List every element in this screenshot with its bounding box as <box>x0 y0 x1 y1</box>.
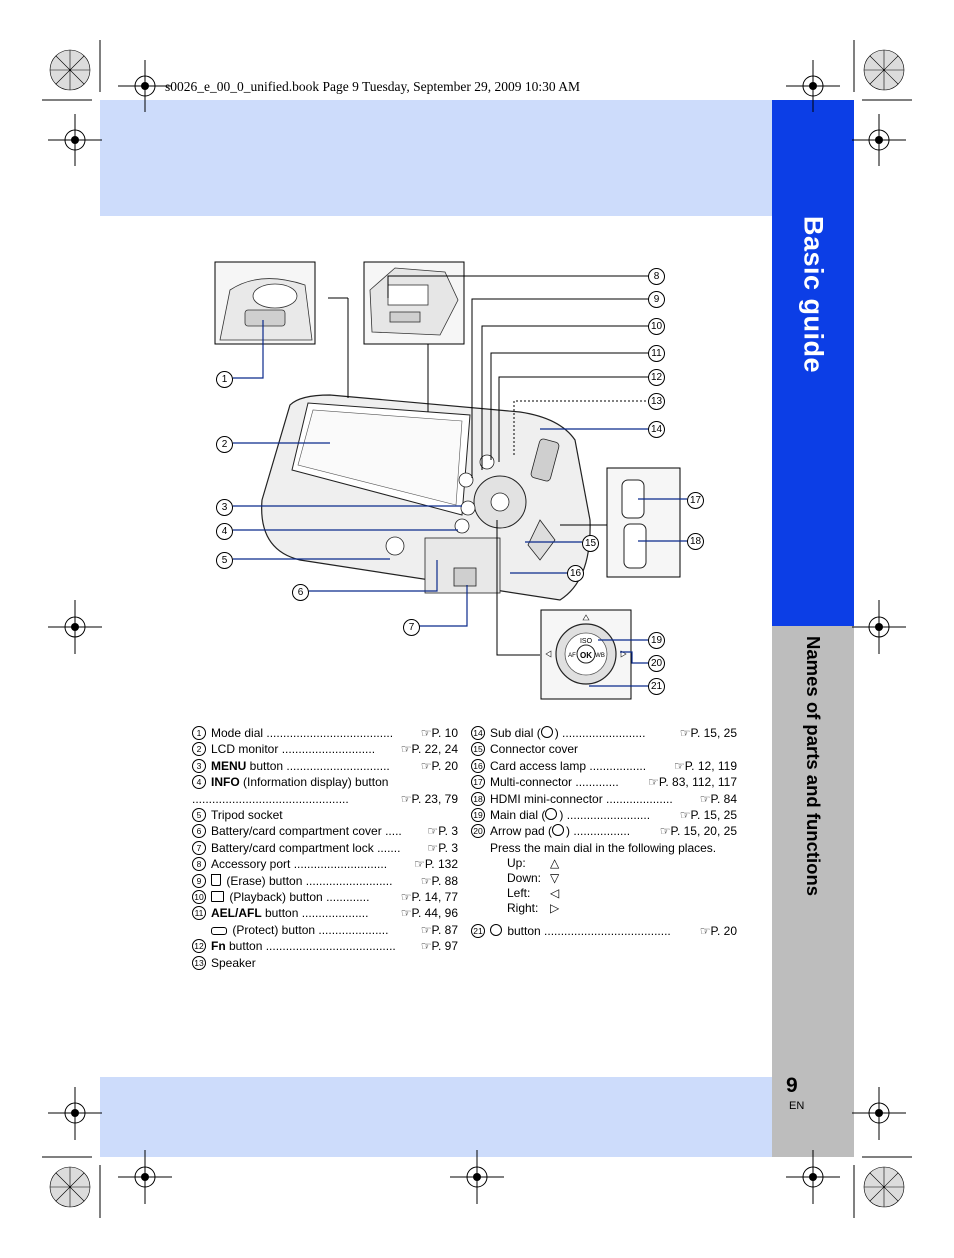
ref-text: P. 15, 25 <box>690 808 737 822</box>
item-label-text: Battery/card compartment cover <box>211 824 382 839</box>
ref-text: P. 44, 96 <box>411 906 458 921</box>
item-label-text: Accessory port <box>211 857 291 872</box>
list-item <box>192 774 458 790</box>
list-item <box>192 725 458 741</box>
item-label <box>490 758 646 774</box>
ok-icon <box>490 924 502 936</box>
direction-label: Right: <box>507 900 539 915</box>
ref-glyph-icon: ☞ <box>400 890 412 904</box>
direction-symbol: △ <box>550 856 560 871</box>
item-label-text: Sub dial ( <box>490 726 541 740</box>
item-label-bold: INFO <box>211 775 240 790</box>
item-leader-dots: ................. <box>573 824 631 839</box>
item-leader-dots: ............................................... <box>192 791 349 806</box>
item-page-ref <box>401 791 458 807</box>
item-label <box>490 791 673 807</box>
item-label-text: Battery/card compartment lock <box>211 840 374 855</box>
list-item <box>471 791 737 807</box>
item-label <box>211 774 388 790</box>
item-page-ref <box>421 938 458 954</box>
item-number: 19 <box>471 808 485 822</box>
playback-icon <box>211 891 224 902</box>
item-label <box>490 840 716 856</box>
item-label <box>490 807 650 823</box>
ref-text: P. 88 <box>431 873 458 888</box>
item-label-text: button <box>225 939 263 954</box>
ref-glyph-icon: ☞ <box>427 824 439 839</box>
ref-text: P. 132 <box>424 857 458 872</box>
list-item <box>192 856 458 872</box>
item-leader-dots: ......................... <box>566 808 651 822</box>
callout-18: 18 <box>687 533 704 550</box>
ref-glyph-icon: ☞ <box>699 924 711 939</box>
item-label <box>490 823 630 839</box>
item-leader-dots: ............................ <box>293 857 388 872</box>
callout-13: 13 <box>648 393 665 410</box>
ref-text: P. 14, 77 <box>411 890 458 904</box>
item-number: 4 <box>192 775 206 789</box>
item-page-ref <box>427 823 458 839</box>
list-item <box>192 905 458 921</box>
item-label <box>211 725 393 741</box>
ok-button-item <box>471 923 737 939</box>
item-label-text: button <box>504 924 541 939</box>
item-page-ref <box>648 774 737 790</box>
item-number: 8 <box>192 857 206 871</box>
callout-4: 4 <box>216 523 233 540</box>
callout-15: 15 <box>582 535 599 552</box>
dial-label-iso: ISO <box>579 638 593 645</box>
callout-17: 17 <box>687 492 704 509</box>
ref-text: P. 10 <box>431 726 458 740</box>
item-page-ref <box>700 791 737 807</box>
list-item <box>471 823 737 839</box>
ref-glyph-icon: ☞ <box>679 726 691 740</box>
item-number: 2 <box>192 742 206 756</box>
item-label <box>211 807 283 823</box>
callout-2: 2 <box>216 436 233 453</box>
item-label <box>211 840 400 856</box>
item-label-text: LCD monitor <box>211 742 279 757</box>
item-number: 6 <box>192 824 206 838</box>
list-item <box>192 741 458 757</box>
list-item <box>192 955 458 971</box>
item-label-text: Multi-connector <box>490 775 573 790</box>
item-number: 7 <box>192 841 206 855</box>
item-label <box>211 873 392 889</box>
item-page-ref <box>421 758 458 774</box>
callout-16: 16 <box>567 565 584 582</box>
ref-glyph-icon: ☞ <box>400 906 412 921</box>
item-label <box>211 889 369 905</box>
item-number: 21 <box>471 924 485 938</box>
item-page-ref <box>401 741 458 757</box>
item-leader-dots: .................... <box>301 906 369 921</box>
ref-text: P. 97 <box>431 939 458 954</box>
subsection-title: Names of parts and functions <box>803 636 824 897</box>
ref-text: P. 15, 20, 25 <box>670 824 737 839</box>
item-number: 16 <box>471 759 485 773</box>
callout-8: 8 <box>648 268 665 285</box>
item-leader-dots: ............. <box>326 890 370 904</box>
callout-5: 5 <box>216 552 233 569</box>
item-leader-dots: ............................... <box>286 758 390 773</box>
ref-glyph-icon: ☞ <box>679 808 691 822</box>
item-label-text: button <box>261 906 299 921</box>
item-label-bold: Fn <box>211 939 226 954</box>
item-label <box>211 823 402 839</box>
item-leader-dots: ....... <box>377 840 401 855</box>
section-title: Basic guide <box>798 216 829 374</box>
item-leader-dots: ..................... <box>318 922 389 937</box>
ref-text: P. 22, 24 <box>411 742 458 757</box>
page-language: EN <box>789 1100 805 1112</box>
ref-text: P. 3 <box>438 840 458 855</box>
list-item <box>192 873 458 889</box>
item-number: 20 <box>471 824 485 838</box>
ref-glyph-icon: ☞ <box>699 791 711 806</box>
item-leader-dots: ............................ <box>281 742 376 757</box>
item-label <box>211 955 256 971</box>
ref-glyph-icon: ☞ <box>420 922 432 937</box>
item-label <box>490 774 619 790</box>
ref-glyph-icon: ☞ <box>400 742 412 757</box>
item-number: 11 <box>192 906 206 920</box>
item-label-text: Press the main dial in the following places. <box>490 840 717 855</box>
item-page-ref <box>401 905 458 921</box>
item-label-text: (Playback) button <box>226 890 323 904</box>
item-number: 15 <box>471 742 485 756</box>
item-label <box>192 791 349 807</box>
item-label-bold: MENU <box>211 758 247 773</box>
ref-glyph-icon: ☞ <box>659 824 671 839</box>
direction-label: Down: <box>507 871 542 886</box>
item-label-text: Arrow pad ( <box>490 824 553 839</box>
ref-glyph-icon: ☞ <box>420 873 432 888</box>
ref-glyph-icon: ☞ <box>648 775 659 790</box>
ref-text: P. 20 <box>431 758 458 773</box>
direction-symbol: ▽ <box>550 871 560 886</box>
item-page-ref <box>680 725 737 741</box>
main-dial-icon <box>545 808 557 820</box>
sub-dial-icon <box>541 726 553 738</box>
item-label-text: Mode dial <box>211 726 264 740</box>
arrow-pad-icon <box>552 824 564 836</box>
item-page-ref <box>427 840 458 856</box>
ref-glyph-icon: ☞ <box>420 726 432 740</box>
item-number: 17 <box>471 775 485 789</box>
item-label <box>211 856 387 872</box>
item-label-text: (Information display) button <box>239 775 389 790</box>
callout-20: 20 <box>648 655 665 672</box>
ref-text: P. 83, 112, 117 <box>658 775 737 790</box>
item-number: 9 <box>192 874 206 888</box>
callout-9: 9 <box>648 291 665 308</box>
list-item <box>471 758 737 774</box>
item-number: 10 <box>192 890 206 904</box>
ref-text: P. 84 <box>710 791 737 806</box>
callout-6: 6 <box>292 584 309 601</box>
item-page-ref <box>421 922 458 938</box>
item-leader-dots: ...................................... <box>266 726 394 740</box>
item-label <box>211 922 388 938</box>
item-label-text: Main dial ( <box>490 808 546 822</box>
item-label <box>211 938 396 954</box>
trash-icon <box>211 874 221 886</box>
item-leader-dots: ...................................... <box>544 924 671 939</box>
list-item <box>471 725 737 741</box>
callout-12: 12 <box>648 369 665 386</box>
item-label-text: Speaker <box>211 955 256 970</box>
ref-text: P. 23, 79 <box>411 791 458 806</box>
item-label-close: ) <box>559 808 564 822</box>
ref-glyph-icon: ☞ <box>400 791 412 806</box>
item-label-bold: AEL/AFL <box>211 906 262 921</box>
ref-text: P. 12, 119 <box>684 758 737 773</box>
ref-glyph-icon: ☞ <box>420 758 432 773</box>
callout-21: 21 <box>648 678 665 695</box>
list-item <box>192 758 458 774</box>
item-page-ref <box>674 758 737 774</box>
direction-symbol: ▷ <box>550 900 560 915</box>
item-label <box>211 758 390 774</box>
page-number: 9 <box>786 1074 798 1097</box>
item-number: 14 <box>471 726 485 740</box>
item-label-text: Card access lamp <box>490 758 587 773</box>
item-label-close: ) <box>554 726 559 740</box>
item-leader-dots: .......................... <box>305 873 393 888</box>
item-page-ref <box>660 823 737 839</box>
item-label <box>490 741 578 757</box>
list-item <box>192 807 458 823</box>
callout-7: 7 <box>403 619 420 636</box>
ref-glyph-icon: ☞ <box>414 857 425 872</box>
list-item <box>192 823 458 839</box>
ref-glyph-icon: ☞ <box>427 840 439 855</box>
book-header-info: s0026_e_00_0_unified.book Page 9 Tuesday, September 29, 2009 10:30 AM <box>165 79 580 94</box>
ref-glyph-icon: ☞ <box>673 758 685 773</box>
ref-text: P. 87 <box>431 922 458 937</box>
item-number: 1 <box>192 726 206 740</box>
item-leader-dots: ............. <box>575 775 619 790</box>
callout-3: 3 <box>216 499 233 516</box>
callout-1: 1 <box>216 371 233 388</box>
list-item <box>471 807 737 823</box>
item-label <box>211 741 375 757</box>
dial-label-wb: WB <box>595 653 605 659</box>
item-page-ref <box>414 856 458 872</box>
item-leader-dots: ....................................... <box>265 939 396 954</box>
item-label <box>490 725 645 741</box>
ref-text: P. 20 <box>710 924 737 939</box>
list-item <box>471 741 737 757</box>
list-item <box>192 938 458 954</box>
list-item <box>471 840 737 856</box>
item-label-text: (Erase) button <box>223 873 303 888</box>
item-label-close: ) <box>566 824 571 839</box>
item-label-text: Connector cover <box>490 742 579 757</box>
item-leader-dots: ......................... <box>562 726 646 740</box>
ref-text: P. 15, 25 <box>690 726 737 740</box>
direction-symbol: ◁ <box>550 886 560 900</box>
item-number: 5 <box>192 808 206 822</box>
dial-label-af: AF <box>568 653 576 659</box>
direction-item <box>507 900 560 916</box>
item-label-text: HDMI mini-connector <box>490 791 603 806</box>
callout-11: 11 <box>648 345 665 362</box>
item-label <box>211 905 368 921</box>
parts-list-right <box>471 725 737 940</box>
list-item <box>192 889 458 905</box>
item-label-text: Tripod socket <box>211 808 283 822</box>
callout-14: 14 <box>648 421 665 438</box>
dial-label-ok: OK <box>580 651 592 660</box>
item-leader-dots: .................... <box>606 791 673 806</box>
item-page-ref <box>700 923 737 939</box>
list-item <box>192 840 458 856</box>
callout-19: 19 <box>648 632 665 649</box>
item-page-ref <box>401 889 458 905</box>
item-number: 3 <box>192 759 206 773</box>
item-page-ref <box>421 873 458 889</box>
item-leader-dots: ................. <box>589 758 647 773</box>
parts-list-left <box>192 725 458 975</box>
item-label-text: (Protect) button <box>229 922 316 937</box>
item-number: 18 <box>471 792 485 806</box>
item-label-text: button <box>246 758 284 773</box>
item-number: 13 <box>192 956 206 970</box>
direction-label: Up: <box>507 856 526 871</box>
item-page-ref <box>421 725 458 741</box>
list-item <box>471 774 737 790</box>
list-item <box>192 791 458 807</box>
list-item <box>192 922 458 938</box>
item-leader-dots: ..... <box>385 824 402 839</box>
item-label <box>490 923 671 939</box>
item-page-ref <box>680 807 737 823</box>
key-icon <box>211 927 227 935</box>
item-number: 12 <box>192 939 206 953</box>
callout-10: 10 <box>648 318 665 335</box>
ref-text: P. 3 <box>438 824 458 839</box>
direction-label: Left: <box>507 886 531 900</box>
ref-glyph-icon: ☞ <box>420 939 432 954</box>
